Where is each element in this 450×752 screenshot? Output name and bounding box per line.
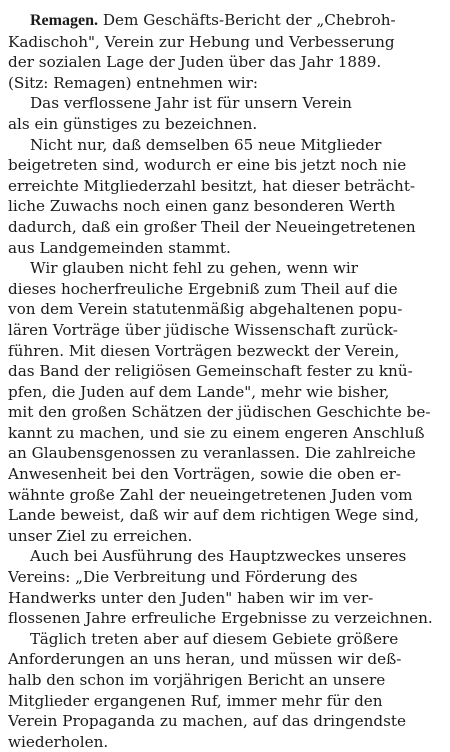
article-line-1 xyxy=(8,10,442,32)
article-line-1-text: Dem Geschäfts-Bericht der „Chebroh- xyxy=(102,11,396,29)
article-line-11: dadurch, daß ein großer Theil der Neueingetretenen xyxy=(8,217,416,236)
article-line-36: wiederholen. xyxy=(8,732,109,751)
article-line-32: Anforderungen an uns heran, und müssen wir deß- xyxy=(8,650,402,669)
article-line-12: aus Landgemeinden stammt. xyxy=(8,238,231,257)
article-line-28: Vereins: „Die Verbreitung und Förderung des xyxy=(8,568,358,587)
article-line-31: Täglich treten aber auf diesem Gebiete größere xyxy=(30,629,399,648)
article-line-2: Kadischoh", Verein zur Hebung und Verbesserung xyxy=(8,32,395,51)
article-line-21: kannt zu machen, und sie zu einem engeren Anschluß xyxy=(8,423,425,442)
article-line-23: Anwesenheit bei den Vorträgen, sowie die oben er- xyxy=(8,465,401,484)
article-line-22: an Glaubensgenossen zu veranlassen. Die zahlreiche xyxy=(8,444,416,463)
article-line-6: als ein günstiges zu bezeichnen. xyxy=(8,114,258,133)
article-line-17: führen. Mit diesen Vorträgen bezweckt der Verein, xyxy=(8,341,400,360)
article-line-20: mit den großen Schätzen der jüdischen Geschichte be- xyxy=(8,403,431,422)
article-line-3: der sozialen Lage der Juden über das Jahr 1889. xyxy=(8,53,382,72)
article-line-34: Mitglieder ergangenen Ruf, immer mehr für den xyxy=(8,691,383,710)
article-line-9: erreichte Mitgliederzahl besitzt, hat dieser beträcht- xyxy=(8,176,416,195)
article-line-8: beigetreten sind, wodurch er eine bis jetzt noch nie xyxy=(8,156,407,175)
article-line-14: dieses hocherfreuliche Ergebniß zum Theil auf die xyxy=(8,279,398,298)
article-line-26: unser Ziel zu erreichen. xyxy=(8,526,193,545)
article-line-19: pfen, die Juden auf dem Lande", mehr wie bisher, xyxy=(8,382,390,401)
article-line-16: lären Vorträge über jüdische Wissenschaft zurück- xyxy=(8,320,398,339)
article-line-35: Verein Propaganda zu machen, auf das dringendste xyxy=(8,712,407,731)
article-line-7: Nicht nur, daß demselben 65 neue Mitglieder xyxy=(30,135,382,154)
article-line-30: flossenen Jahre erfreuliche Ergebnisse zu verzeichnen. xyxy=(8,609,433,628)
article-line-24: wähnte große Zahl der neueingetretenen Juden vom xyxy=(8,485,413,504)
article-line-29: Handwerks unter den Juden" haben wir im ver- xyxy=(8,588,374,607)
article-line-5: Das verflossene Jahr ist für unsern Verein xyxy=(30,94,352,113)
article-line-25: Lande beweist, daß wir auf dem richtigen Wege sind, xyxy=(8,506,420,525)
article-line-10: liche Zuwachs noch einen ganz besonderen Werth xyxy=(8,197,396,216)
article-line-4: (Sitz: Remagen) entnehmen wir: xyxy=(8,73,259,92)
article-line-27: Auch bei Ausführung des Hauptzweckes unseres xyxy=(30,547,407,566)
article-line-18: das Band der religiösen Gemeinschaft fester zu knü- xyxy=(8,362,413,381)
article-line-13: Wir glauben nicht fehl zu gehen, wenn wir xyxy=(30,259,358,278)
article-line-33: halb den schon im vorjährigen Bericht an unsere xyxy=(8,671,386,689)
article-line-15: von dem Verein statutenmäßig abgehaltenen popu- xyxy=(8,300,403,319)
article-headline: Remagen. xyxy=(30,12,98,29)
